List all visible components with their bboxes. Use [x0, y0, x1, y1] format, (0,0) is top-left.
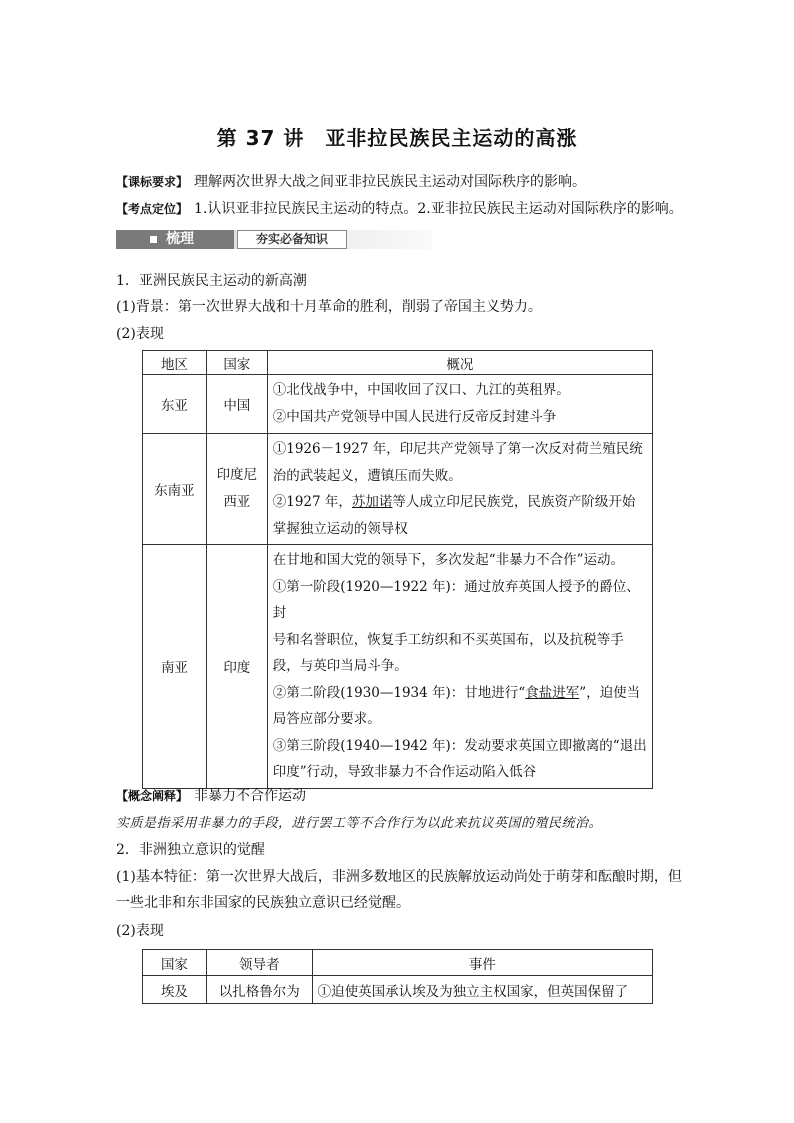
header-country: 国家	[206, 351, 267, 375]
section1-background: (1)背景：第一次世界大战和十月革命的胜利，削弱了帝国主义势力。	[116, 299, 542, 315]
focus-tag: 【考点定位】	[116, 202, 189, 216]
section2-feature-line2: 一些北非和东非国家的民族独立意识已经觉醒。	[116, 895, 410, 911]
country-cell: 印度尼 西亚	[206, 434, 267, 545]
section2-heading: 2．非洲独立意识的觉醒	[116, 842, 265, 858]
africa-table	[142, 949, 653, 1004]
focus-line	[116, 199, 683, 219]
country-cell: 中国	[206, 375, 267, 434]
section2-feature-line1: (1)基本特征：第一次世界大战后，非洲多数地区的民族解放运动尚处于萌芽和酝酿时期，但	[116, 869, 682, 885]
concept-tag: 【概念阐释】	[116, 789, 189, 803]
banner-subtitle: 夯实必备知识	[237, 230, 347, 249]
header-country: 国家	[143, 950, 207, 976]
standard-tag: 【课标要求】	[116, 175, 189, 189]
square-icon	[150, 236, 157, 243]
asia-table	[142, 350, 653, 789]
region-cell: 东亚	[143, 375, 207, 434]
section2-performance: (2)表现	[116, 923, 164, 939]
standard-text: 理解两次世界大战之间亚非拉民族民主运动对国际秩序的影响。	[194, 174, 587, 190]
header-leader: 领导者	[206, 950, 312, 976]
country-cell: 埃及	[143, 976, 207, 1004]
header-region: 地区	[143, 351, 207, 375]
event-cell: ①迫使英国承认埃及为独立主权国家，但英国保留了	[312, 976, 652, 1004]
lesson-title: 第 37 讲 亚非拉民族民主运动的高涨	[216, 126, 578, 150]
table-header-row	[143, 950, 653, 976]
region-cell: 南亚	[143, 545, 207, 789]
section-banner	[116, 228, 432, 252]
leader-cell: 以扎格鲁尔为	[206, 976, 312, 1004]
table-row	[143, 434, 653, 545]
region-cell: 东南亚	[143, 434, 207, 545]
section1-heading: 1．亚洲民族民主运动的新高潮	[116, 273, 307, 289]
banner-label: 梳理	[166, 231, 194, 247]
table-row	[143, 375, 653, 434]
table-header-row	[143, 351, 653, 375]
table-row	[143, 976, 653, 1004]
overview-cell: ①1926－1927 年，印尼共产党领导了第一次反对荷兰殖民统 治的武装起义，遭镇压而失败。 ②1927 年，苏加诺等人成立印尼民族党，民族资产阶级开始 掌握独立运动的领导权	[267, 434, 652, 545]
concept-term: 非暴力不合作运动	[194, 788, 307, 804]
section1-performance: (2)表现	[116, 326, 164, 342]
standard-line	[116, 172, 586, 192]
focus-text: 1.认识亚非拉民族民主运动的特点。2.亚非拉民族民主运动对国际秩序的影响。	[194, 201, 683, 217]
table-row	[143, 545, 653, 789]
header-event: 事件	[312, 950, 652, 976]
concept-definition: 实质是指采用非暴力的手段，进行罢工等不合作行为以此来抗议英国的殖民统治。	[116, 816, 603, 831]
header-overview: 概况	[267, 351, 652, 375]
overview-cell: 在甘地和国大党的领导下，多次发起“非暴力不合作”运动。 ①第一阶段(1920—1922 年)：通过放弃英国人授予的爵位、封 号和名誉职位，恢复手工纺织和不买英国布，以及抗税等手 段，与英印当局斗争。 ②第二阶段(1930—1934 年)：甘地进行“食盐进军”，迫使当 局答应部分要求。 ③第三阶段(1940—1942 年)：发动要求英国立即撤离的“退出 印度”行动，导致非暴力不合作运动陷入低谷	[267, 545, 652, 789]
overview-cell: ①北伐战争中，中国收回了汉口、九江的英租界。 ②中国共产党领导中国人民进行反帝反封建斗争	[267, 375, 652, 434]
concept-line	[116, 786, 306, 806]
term-link: 食盐进军	[525, 684, 580, 701]
name-link: 苏加诺	[351, 494, 393, 510]
country-cell: 印度	[206, 545, 267, 789]
